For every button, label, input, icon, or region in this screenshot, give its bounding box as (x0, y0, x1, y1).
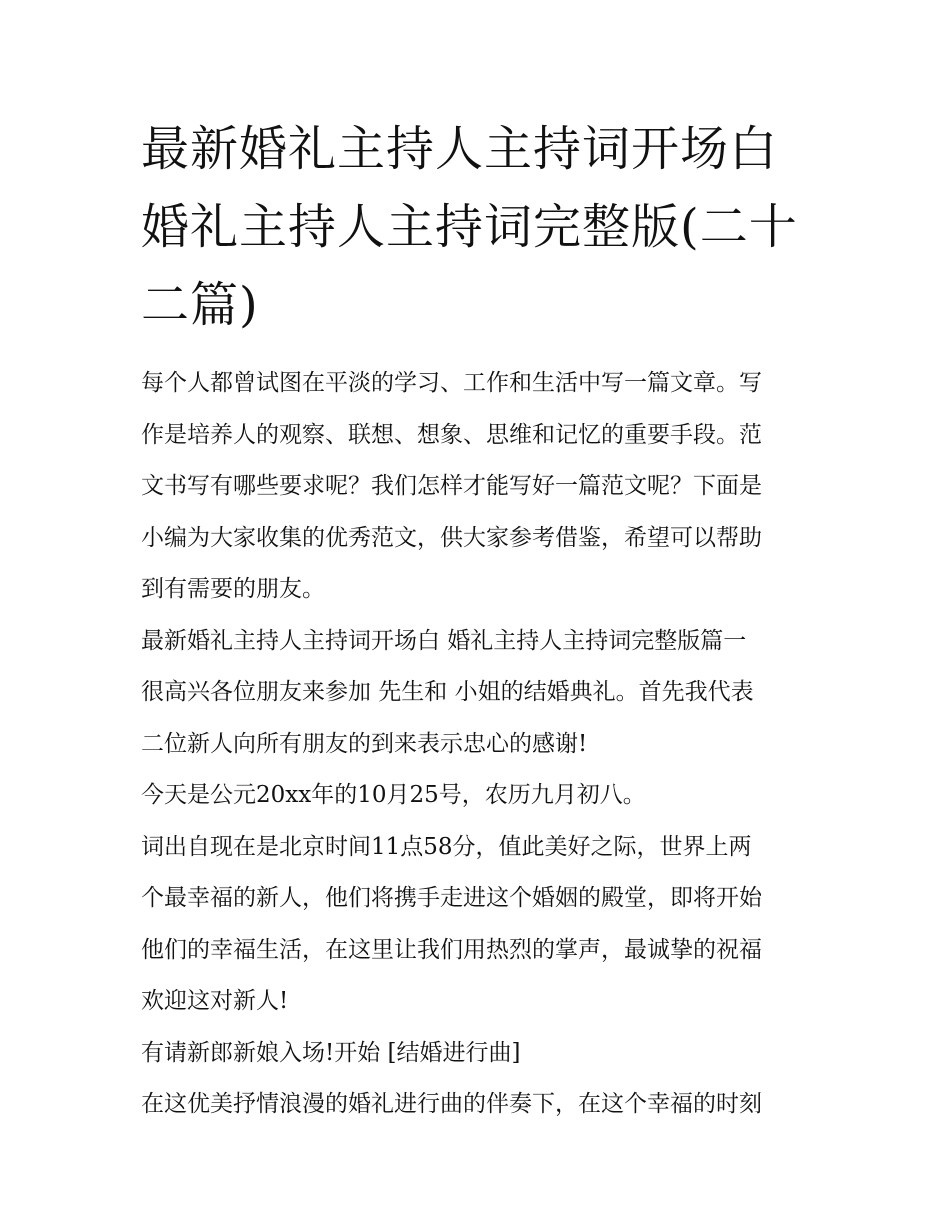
intro-paragraph (141, 358, 813, 616)
text-line: 他们的幸福生活，在这里让我们用热烈的掌声，最诚挚的祝福 (141, 936, 762, 963)
text-line: 个最幸福的新人，他们将携手走进这个婚姻的殿堂，即将开始 (141, 885, 762, 911)
title-line: 二篇) (141, 277, 259, 333)
document-page (141, 110, 813, 1131)
text-line: 今天是公元20xx年的10月25号，农历九月初八。 (141, 782, 646, 808)
document-title (141, 110, 813, 344)
text-line: 很高兴各位朋友来参加 先生和 小姐的结婚典礼。首先我代表 (141, 679, 754, 705)
document-body (141, 358, 813, 1131)
section-heading (141, 616, 813, 668)
text-line: 二位新人向所有朋友的到来表示忠心的感谢! (141, 730, 588, 757)
text-line: 有请新郎新娘入场!开始 [结婚进行曲] (141, 1039, 521, 1066)
text-line: 到有需要的朋友。 (141, 576, 325, 602)
body-paragraph (141, 1028, 813, 1080)
text-line: 作是培养人的观察、联想、想象、思维和记忆的重要手段。范 (141, 421, 762, 448)
text-line: 词出自现在是北京时间11点58分，值此美好之际，世界上两 (141, 833, 752, 860)
text-line: 在这优美抒情浪漫的婚礼进行曲的伴奏下，在这个幸福的时刻 (141, 1091, 762, 1117)
body-paragraph (141, 822, 813, 1028)
body-paragraph (141, 1079, 813, 1131)
text-line: 小编为大家收集的优秀范文，供大家参考借鉴，希望可以帮助 (141, 524, 762, 551)
body-paragraph (141, 667, 813, 770)
text-line: 文书写有哪些要求呢？我们怎样才能写好一篇范文呢？下面是 (141, 473, 762, 499)
text-line: 每个人都曾试图在平淡的学习、工作和生活中写一篇文章。写 (141, 370, 762, 396)
text-line: 欢迎这对新人! (141, 988, 289, 1014)
body-paragraph (141, 770, 813, 822)
text-line: 最新婚礼主持人主持词开场白 婚礼主持人主持词完整版篇一 (141, 627, 747, 654)
title-line: 婚礼主持人主持词完整版(二十 (141, 199, 798, 255)
title-line: 最新婚礼主持人主持词开场白 (141, 121, 779, 177)
